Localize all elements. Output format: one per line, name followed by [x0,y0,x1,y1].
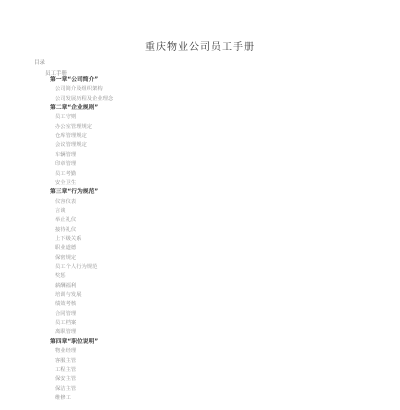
toc-item[interactable]: 奖惩 [55,273,66,280]
toc-item[interactable]: 客服主管 [55,357,77,364]
toc-item[interactable]: 印章管理 [55,161,77,168]
toc-item[interactable]: 公司简介及组织架构 [55,86,103,93]
toc-item[interactable]: 安全卫生 [55,179,77,186]
toc-item[interactable]: 举止礼仪 [55,217,77,224]
toc-item[interactable]: 员工守则 [55,114,77,121]
document-title: 重庆物业公司员工手册 [145,42,255,53]
toc-item[interactable]: 职业道德 [55,245,77,252]
toc-heading: 目录 [34,60,46,66]
toc-chapter-1[interactable]: 第一章“公司简介” [50,77,99,83]
toc-item[interactable]: 员工个人行为规范 [55,264,98,270]
toc-item[interactable]: 绩效考核 [55,301,77,308]
toc-item[interactable]: 上下级关系 [55,235,82,242]
toc-item[interactable]: 员工考勤 [55,170,77,177]
toc-item[interactable]: 接待礼仪 [55,226,77,233]
toc-item[interactable]: 仪容仪表 [55,198,77,205]
toc-item[interactable]: 工程主管 [55,366,77,373]
toc-item[interactable]: 维修工 [55,394,71,401]
toc-item[interactable]: 车辆管理 [55,151,77,158]
toc-item[interactable]: 离职管理 [55,329,77,336]
toc-item[interactable]: 薪酬福利 [55,282,77,289]
toc-item[interactable]: 办公室管理规定 [55,123,93,130]
toc-item[interactable]: 保安主管 [55,376,77,383]
toc-item[interactable]: 言谈 [55,207,66,214]
toc-item[interactable]: 会议管理规定 [55,142,87,149]
toc-item[interactable]: 员工档案 [55,320,77,327]
toc-root-entry[interactable]: 员工手册 [45,71,68,77]
toc-chapter-3[interactable]: 第三章“行为规范” [50,189,99,196]
toc-item[interactable]: 公司发展历程及企业理念 [55,95,114,102]
toc-chapter-2[interactable]: 第二章“企业规则” [50,105,99,112]
toc-chapter-4[interactable]: 第四章“职位说明” [50,338,99,345]
toc-item[interactable]: 仓库管理规定 [55,133,87,140]
toc-item[interactable]: 物业经理 [55,348,77,355]
toc-item[interactable]: 保密规定 [55,254,77,261]
toc-item[interactable]: 培训与发展 [55,292,82,299]
toc-item[interactable]: 合同管理 [55,310,77,317]
toc-item[interactable]: 保洁主管 [55,385,77,392]
